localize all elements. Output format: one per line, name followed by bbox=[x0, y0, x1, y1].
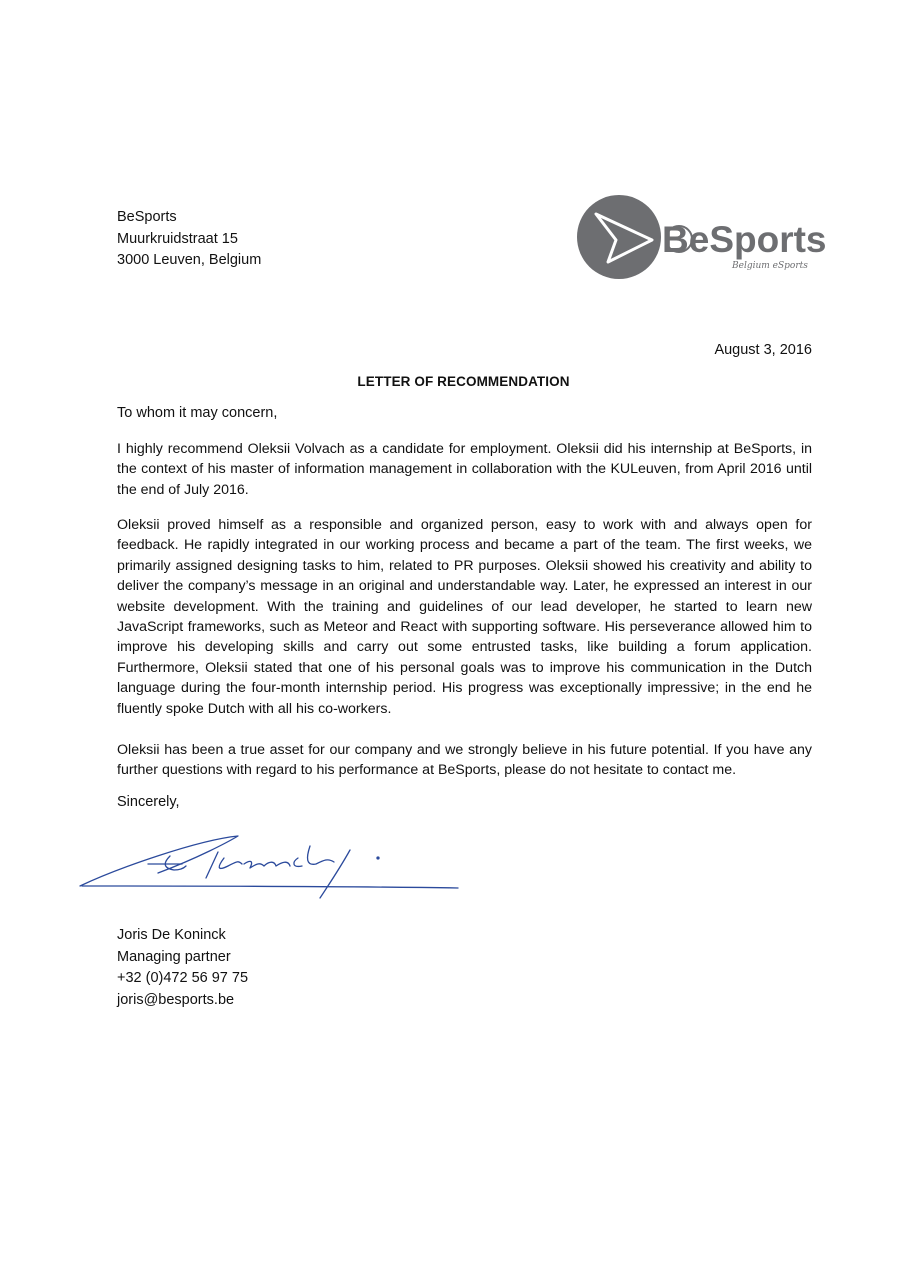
sender-street: Muurkruidstraat 15 bbox=[117, 230, 238, 247]
sender-city: 3000 Leuven, Belgium bbox=[117, 252, 262, 268]
handwritten-signature bbox=[78, 828, 470, 908]
body-paragraph: I highly recommend Oleksii Volvach as a candidate for employment. Oleksii did his internship at BeSports, in the context of his master of information management in collaboration with the KULeuven, from April 2016 until the end of July 2016. bbox=[117, 441, 812, 498]
signer-email: joris@besports.be bbox=[117, 991, 235, 1008]
sender-name: BeSports bbox=[117, 209, 177, 225]
logo-tagline: Belgium eSports bbox=[732, 261, 808, 271]
closing: Sincerely, bbox=[117, 794, 180, 810]
besports-logo bbox=[574, 192, 827, 282]
signer-phone: +32 (0)472 56 97 75 bbox=[117, 970, 249, 986]
signer-name: Joris De Koninck bbox=[117, 927, 226, 943]
signer-block bbox=[117, 925, 248, 1011]
sender-address bbox=[117, 207, 261, 272]
signer-title: Managing partner bbox=[117, 948, 231, 965]
body-paragraph: Oleksii has been a true asset for our company and we strongly believe in his future potential. If you have any further questions with regard to his performance at BeSports, please do not hesitate to contact me. bbox=[117, 742, 812, 779]
logo-wordmark: BeSports bbox=[662, 219, 827, 260]
salutation: To whom it may concern, bbox=[117, 405, 278, 421]
body-paragraph: Oleksii proved himself as a responsible and organized person, easy to work with and always open for feedback. He rapidly integrated in our working process and became a part of the team. The first weeks, we primarily assigned designing tasks to him, related to PR purposes. Oleksii showed his creativity and ability to deliver the company’s message in an original and understandable way. Later, he expressed an interest in our website development. With the training and guidelines of our lead developer, he started to learn new JavaScript frameworks, such as Meteor and React with supporting software. His perseverance allowed him to improve his developing skills and carry out some entrusted tasks, like building a forum application. Furthermore, Oleksii stated that one of his personal goals was to improve his communication in the Dutch language during the four-month internship period. His progress was exceptionally impressive; in the end he fluently spoke Dutch with all his co-workers. bbox=[117, 517, 812, 717]
letter-heading: LETTER OF RECOMMENDATION bbox=[357, 374, 570, 389]
letter-date: August 3, 2016 bbox=[714, 342, 812, 358]
